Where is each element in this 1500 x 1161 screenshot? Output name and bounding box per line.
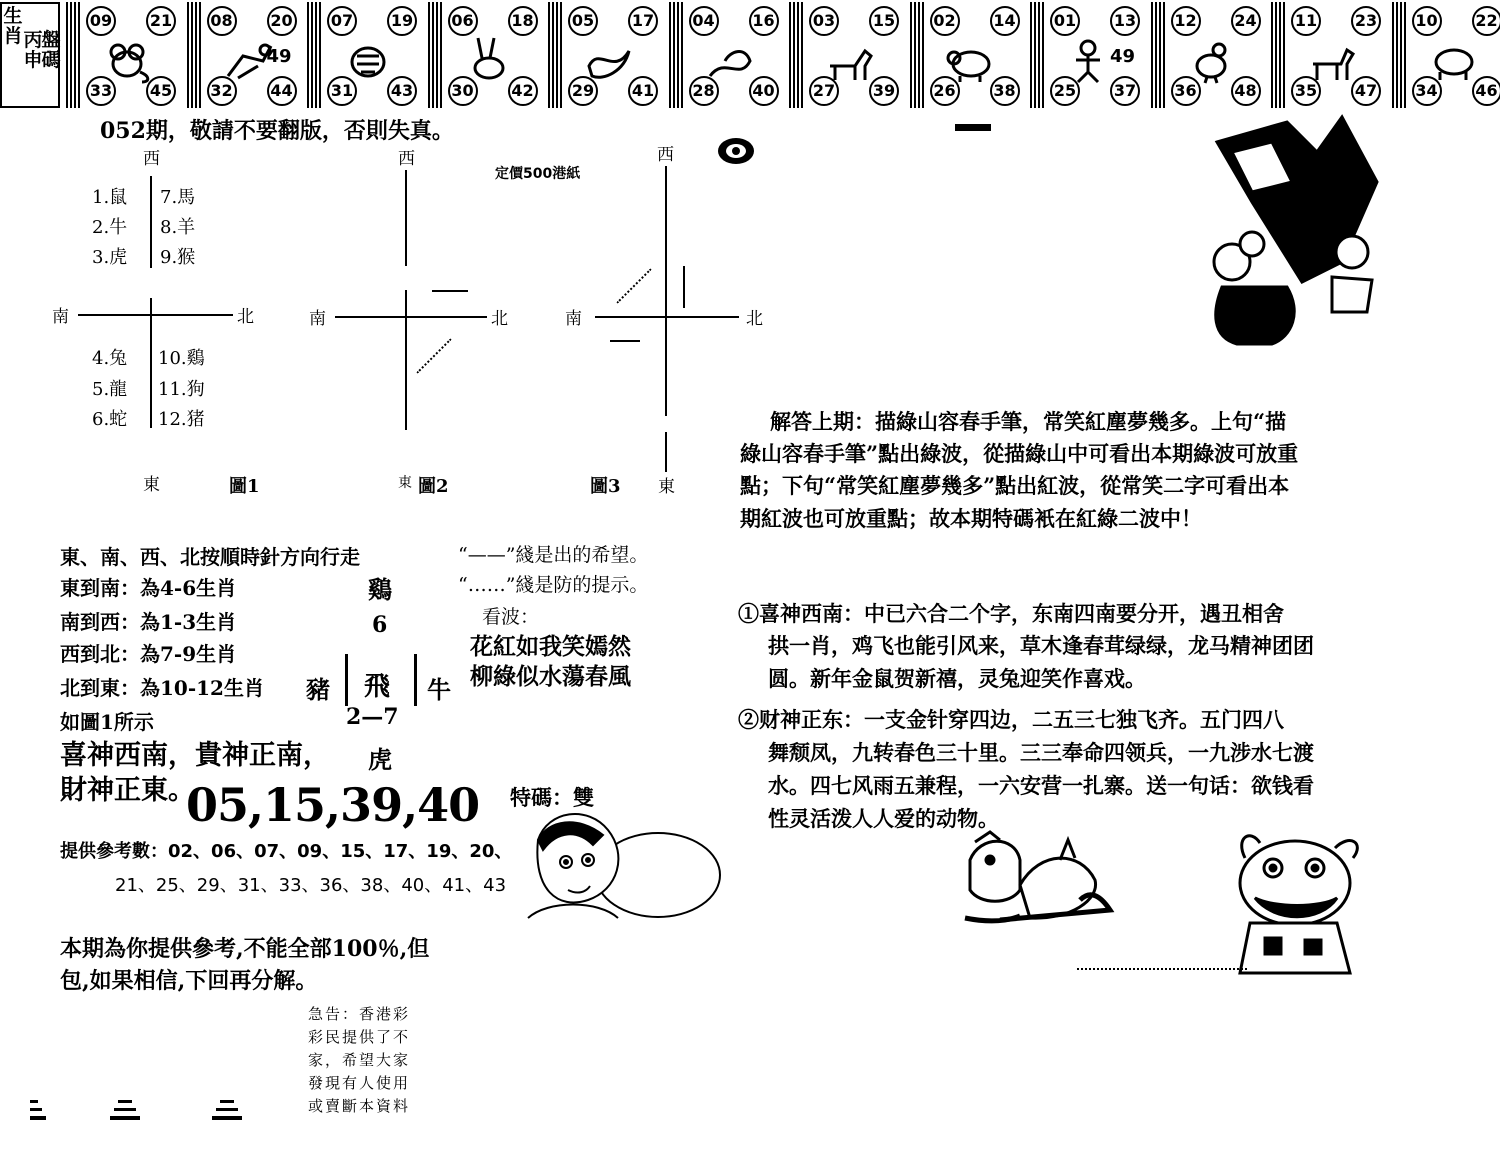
fig1-item-5: 5.龍 <box>92 379 128 400</box>
zodiac-number: 06 <box>448 6 478 36</box>
rule-south-west: 南到西：為1-3生肖 <box>60 610 237 634</box>
fig1-item-10: 10.鷄 <box>158 348 205 369</box>
zodiac-number: 41 <box>628 76 658 106</box>
monkey-icon <box>1066 36 1116 84</box>
cell-divider <box>66 2 80 108</box>
fig1-item-1: 1.鼠 <box>92 187 128 208</box>
fig3-south: 南 <box>565 309 582 329</box>
zodiac-number: 19 <box>387 6 417 36</box>
zodiac-cell-horse <box>789 2 899 108</box>
reference-numbers-2: 21、25、29、31、33、36、38、40、41、43 <box>115 875 507 896</box>
cell-divider <box>1151 2 1165 108</box>
rat-icon <box>102 36 152 84</box>
zodiac-number: 39 <box>869 76 899 106</box>
solid-line-note: “——”綫是出的希望。 <box>458 544 649 566</box>
fig2-label: 圖2 <box>418 476 449 497</box>
fig1-west: 西 <box>143 149 160 169</box>
answer-line-4: 期紅波也可放重點；故本期特碼衹在紅綠二波中！ <box>740 506 1202 531</box>
zodiac-cell-rabbit <box>428 2 538 108</box>
zodiac-number: 38 <box>990 76 1020 106</box>
zodiac-number: 29 <box>568 76 598 106</box>
cell-divider <box>1271 2 1285 108</box>
rule-north-east: 北到東：為10-12生肖 <box>60 676 264 700</box>
ox-icon <box>223 36 273 84</box>
main-numbers: 05,15,39,40 <box>186 778 480 832</box>
horse-cartoon-image <box>960 830 1120 925</box>
fig1-item-4: 4.兔 <box>92 348 128 369</box>
disclaimer-2: 包,如果相信,下回再分解。 <box>60 968 318 994</box>
zodiac-number: 16 <box>749 6 779 36</box>
zodiac-number: 04 <box>689 6 719 36</box>
notice-text: 052期，敬請不要翻版，否則失真。 <box>100 118 454 144</box>
zodiac-number: 09 <box>86 6 116 36</box>
zodiac-number: 35 <box>1291 76 1321 106</box>
fig1-north: 北 <box>237 307 254 327</box>
dotted-line-note: “……”綫是防的提示。 <box>458 574 649 596</box>
zodiac-number: 31 <box>327 76 357 106</box>
emblem-icon <box>716 136 756 166</box>
fig1-item-3: 3.虎 <box>92 247 128 268</box>
zodiac-cell-snake <box>669 2 779 108</box>
warning-1: 急告：香港彩 <box>308 1005 411 1023</box>
fig3-label: 圖3 <box>590 476 621 497</box>
mice-cartoon-image <box>1192 112 1392 352</box>
warning-3: 家，希望大家 <box>308 1051 411 1069</box>
zodiac-number: 02 <box>930 6 960 36</box>
rule-see-fig1: 如圖1所示 <box>60 710 154 734</box>
fig3-north: 北 <box>746 309 763 329</box>
zodiac-extra-number: 49 <box>266 46 292 67</box>
fig1-label: 圖1 <box>229 476 260 497</box>
fig3-east: 東 <box>658 477 675 497</box>
answer-line-3: 點；下句“常笑紅塵夢幾多”點出紅波，從常笑二字可看出本 <box>740 473 1290 498</box>
cell-divider <box>1030 2 1044 108</box>
fig2-west: 西 <box>398 149 415 169</box>
zodiac-number: 03 <box>809 6 839 36</box>
sheep-icon <box>946 36 996 84</box>
ox-cartoon-image <box>1225 828 1370 976</box>
zodiac-number: 36 <box>1171 76 1201 106</box>
joy-god-line-2: 拱一肖，鸡飞也能引风来，草木逢春茸绿绿，龙马精神团团 <box>768 633 1314 658</box>
fig1-item-12: 12.猪 <box>158 409 205 430</box>
zodiac-number: 27 <box>809 76 839 106</box>
zodiac-number: 01 <box>1050 6 1080 36</box>
disclaimer-1: 本期為你提供參考,不能全部100％,但 <box>60 936 430 962</box>
dog-icon <box>1307 36 1357 84</box>
wave-line-1: 花紅如我笑嫣然 <box>470 633 631 660</box>
cell-divider <box>789 2 803 108</box>
zodiac-number: 24 <box>1231 6 1261 36</box>
zodiac-cell-dragon <box>548 2 658 108</box>
tiger-icon <box>343 36 393 84</box>
dotted-rule <box>1077 968 1247 970</box>
snake-icon <box>705 36 755 84</box>
label-col-2: 丙申 <box>23 29 43 71</box>
zodiac-number: 47 <box>1351 76 1381 106</box>
rule-west-north: 西到北：為7-9生肖 <box>60 642 237 666</box>
zodiac-cell-sheep <box>910 2 1020 108</box>
fig1-item-2: 2.牛 <box>92 217 128 238</box>
zodiac-number: 48 <box>1231 76 1261 106</box>
zodiac-number: 44 <box>267 76 297 106</box>
zodiac-cell-monkey <box>1030 2 1140 108</box>
zodiac-number: 20 <box>267 6 297 36</box>
decorative-marks <box>30 1096 250 1126</box>
zodiac-extra-number: 49 <box>1110 46 1136 67</box>
zodiac-number: 33 <box>86 76 116 106</box>
zodiac-number: 45 <box>146 76 176 106</box>
wealth-god-line-2: 舞颓凤，九转春色三十里。三三奉命四领兵，一九涉水七渡 <box>768 740 1314 765</box>
zodiac-number: 25 <box>1050 76 1080 106</box>
zodiac-number: 46 <box>1472 76 1500 106</box>
wealth-god-line-1: ②财神正东：一支金针穿四边，二五三七独飞齐。五门四八 <box>738 707 1284 732</box>
zodiac-cell-dog <box>1271 2 1381 108</box>
warning-2: 彩民提供了不 <box>308 1028 411 1046</box>
zodiac-number: 05 <box>568 6 598 36</box>
wave-title: 看波： <box>482 606 540 628</box>
zodiac-strip <box>0 0 1500 112</box>
fig1-item-6: 6.蛇 <box>92 409 128 430</box>
ink-mark <box>955 124 991 131</box>
wealth-god-line-3: 水。四七风雨五兼程，一六安营一扎寨。送一句话：欲钱看 <box>768 773 1314 798</box>
zodiac-number: 22 <box>1472 6 1500 36</box>
joy-god-line-3: 圆。新年金鼠贺新禧，灵兔迎笑作喜戏。 <box>768 666 1146 691</box>
answer-line-2: 綠山容春手筆”點出綠波，從描綠山中可看出本期綠波可放重 <box>740 441 1299 466</box>
reference-numbers-1: 提供參考數：02、06、07、09、15、17、19、20、 <box>60 841 513 862</box>
zodiac-number: 28 <box>689 76 719 106</box>
fly-num: 6 <box>372 612 388 638</box>
pig-icon <box>1428 36 1478 84</box>
zodiac-number: 23 <box>1351 6 1381 36</box>
fig1-item-9: 9.猴 <box>160 247 196 268</box>
zodiac-number: 43 <box>387 76 417 106</box>
cell-divider <box>307 2 321 108</box>
fig1-item-8: 8.羊 <box>160 217 196 238</box>
zodiac-number: 13 <box>1110 6 1140 36</box>
zodiac-number: 42 <box>508 76 538 106</box>
rule-clockwise: 東、南、西、北按順時針方向行走 <box>60 545 360 569</box>
zodiac-cell-rooster <box>1151 2 1261 108</box>
horse-icon <box>825 36 875 84</box>
zodiac-cell-pig <box>1392 2 1500 108</box>
zodiac-number: 12 <box>1171 6 1201 36</box>
zodiac-number: 21 <box>146 6 176 36</box>
zodiac-number: 34 <box>1412 76 1442 106</box>
zodiac-number: 32 <box>207 76 237 106</box>
fig2-north: 北 <box>491 309 508 329</box>
fly-range: 2—7 <box>346 704 399 730</box>
zodiac-number: 11 <box>1291 6 1321 36</box>
zodiac-cell-rat <box>66 2 176 108</box>
zodiac-cell-ox <box>187 2 297 108</box>
zodiac-number: 40 <box>749 76 779 106</box>
zodiac-number: 37 <box>1110 76 1140 106</box>
fly-top: 鷄 <box>368 575 392 604</box>
cell-divider <box>187 2 201 108</box>
fly-right: 牛 <box>427 675 451 704</box>
label-col-1: 生肖 <box>3 5 23 47</box>
zodiac-number: 15 <box>869 6 899 36</box>
cell-divider <box>548 2 562 108</box>
zodiac-number: 07 <box>327 6 357 36</box>
gods-direction-1: 喜神西南，貴神正南， <box>60 740 330 771</box>
fig2-south: 南 <box>309 309 326 329</box>
fig2-east: 東 <box>398 475 412 491</box>
cell-divider <box>910 2 924 108</box>
zodiac-number: 08 <box>207 6 237 36</box>
wave-line-2: 柳綠似水蕩春風 <box>470 663 631 690</box>
fig1-east: 東 <box>143 475 160 495</box>
wealth-god-line-4: 性灵活泼人人爱的动物。 <box>768 806 999 831</box>
label-col-3: 盤碼 <box>41 29 61 71</box>
cell-divider <box>669 2 683 108</box>
fig1-south: 南 <box>52 307 69 327</box>
cell-divider <box>1392 2 1406 108</box>
answer-line-1: 解答上期：描綠山容春手筆，常笑紅塵夢幾多。上句“描 <box>770 409 1287 434</box>
dragon-icon <box>584 36 634 84</box>
special-code: 特碼：雙 <box>510 785 594 810</box>
zodiac-header-label <box>0 2 60 108</box>
fly-left: 豬 <box>306 675 330 704</box>
zodiac-number: 18 <box>508 6 538 36</box>
zodiac-number: 26 <box>930 76 960 106</box>
zodiac-number: 10 <box>1412 6 1442 36</box>
boy-cartoon-image <box>508 800 723 925</box>
fig1-item-7: 7.馬 <box>160 187 196 208</box>
warning-4: 發現有人使用 <box>308 1074 411 1092</box>
fly-center: 飛 <box>364 672 391 702</box>
gods-direction-2: 財神正東。 <box>60 775 195 806</box>
cell-divider <box>428 2 442 108</box>
zodiac-number: 14 <box>990 6 1020 36</box>
price-text: 定價500港紙 <box>495 166 581 182</box>
zodiac-number: 30 <box>448 76 478 106</box>
joy-god-line-1: ①喜神西南：中已六合二个字，东南四南要分开，遇丑相舍 <box>738 601 1284 626</box>
fig3-west: 西 <box>657 145 674 165</box>
rooster-icon <box>1187 36 1237 84</box>
zodiac-cell-tiger <box>307 2 417 108</box>
rabbit-icon <box>464 36 514 84</box>
zodiac-number: 17 <box>628 6 658 36</box>
warning-5: 或賣斷本資料 <box>308 1097 411 1115</box>
fly-bottom: 虎 <box>368 745 392 774</box>
rule-east-south: 東到南：為4-6生肖 <box>60 576 237 600</box>
fig1-item-11: 11.狗 <box>158 379 205 400</box>
